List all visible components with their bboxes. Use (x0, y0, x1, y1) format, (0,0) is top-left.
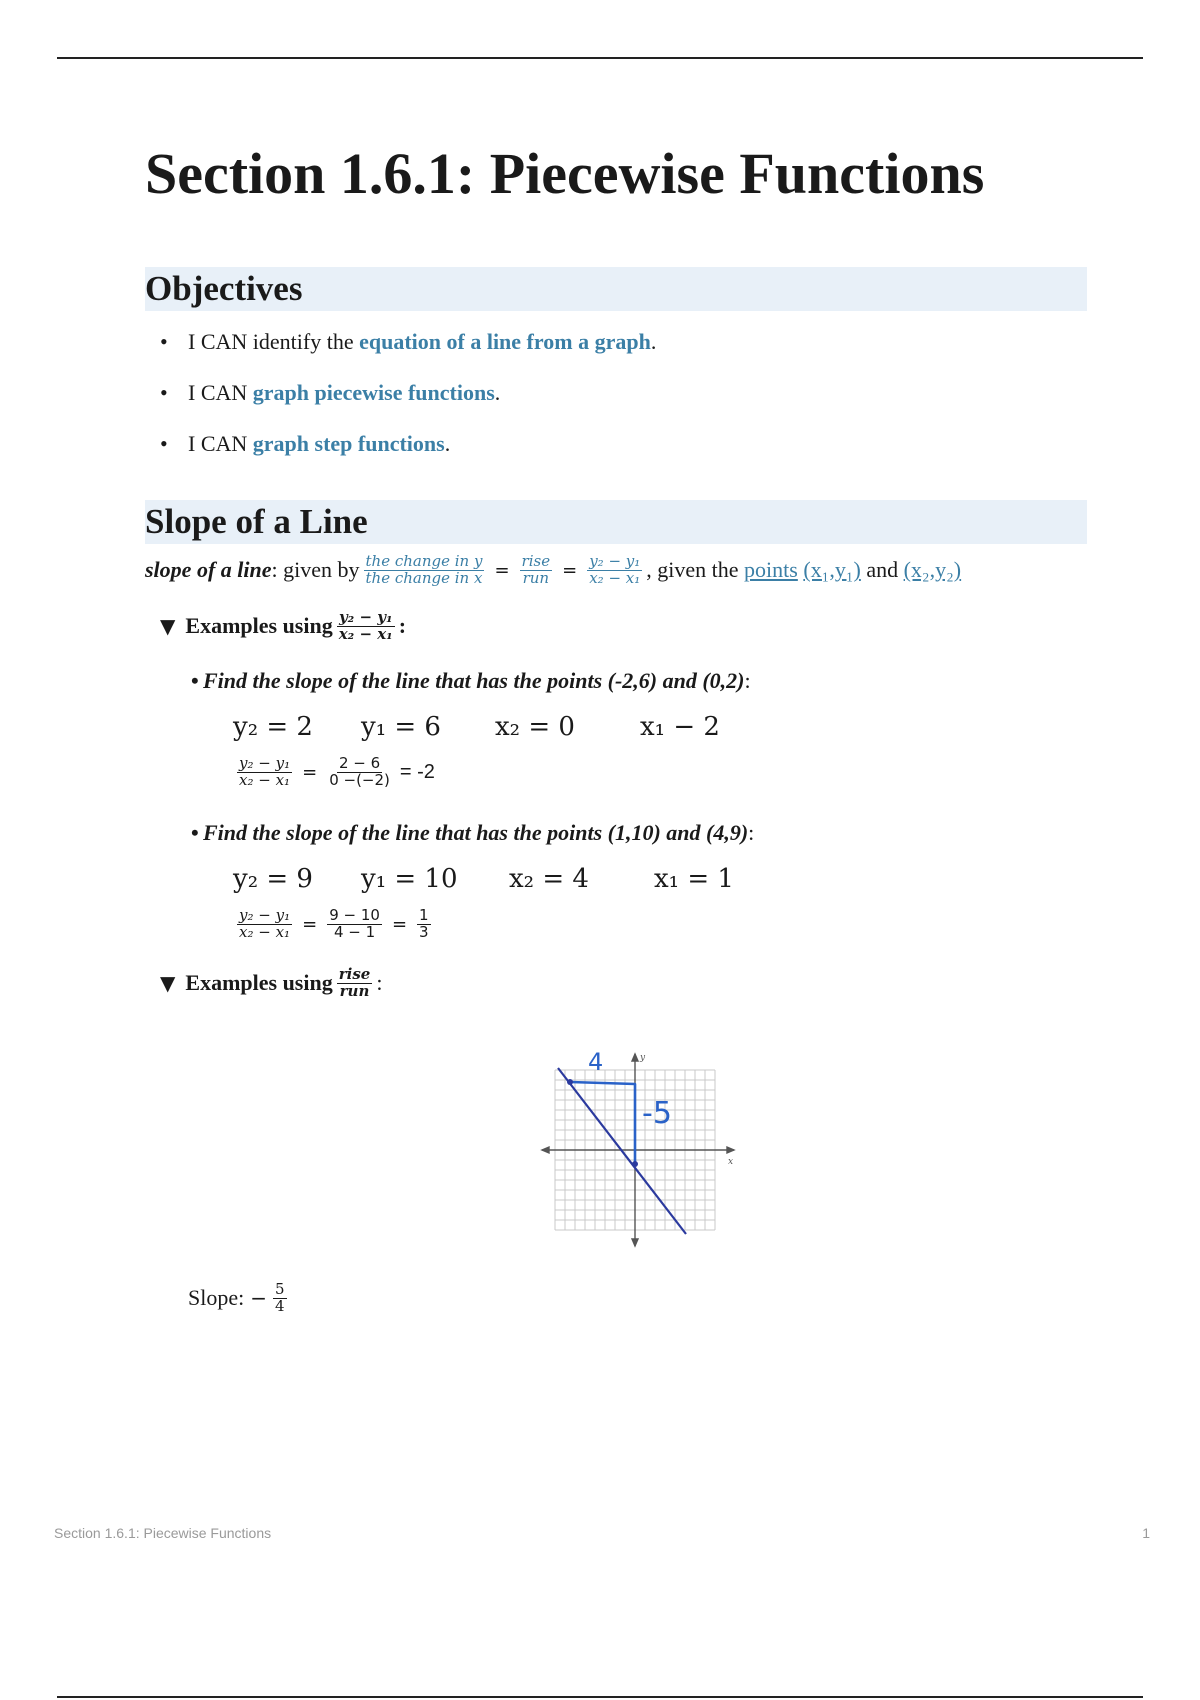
page-number: 1 (1142, 1525, 1150, 1541)
point1-link[interactable]: (x₁,y₁) (803, 557, 861, 583)
definition-term: slope of a line (145, 557, 272, 583)
point-marker (567, 1079, 573, 1085)
objective-link-step[interactable]: graph step functions (252, 431, 445, 456)
page-title: Section 1.6.1: Piecewise Functions (145, 141, 985, 206)
example-question-2: • Find the slope of the line that has the points (1,10) and (4,9): (203, 820, 754, 846)
example-2-variables: y₂ = 9 y₁ = 10 x₂ = 4 x₁ = 1 (233, 864, 734, 894)
footer-title: Section 1.6.1: Piecewise Functions (54, 1525, 272, 1541)
objective-link-piecewise[interactable]: graph piecewise functions (252, 380, 495, 405)
example-2-calculation: $\frac{\text{y₂ − y₁}}{\text{x₂ − x₁}}$ = $\frac{9 - 10}{4 - 1}$ = $\frac{1}{3}$ (239, 906, 429, 941)
bottom-rule (57, 1696, 1143, 1698)
point2-link[interactable]: (x₂,y₂) (903, 557, 962, 583)
coordinate-fraction: $\frac{\text{y₂ − y₁}}{\text{x₂ − x₁}}$ (589, 552, 641, 587)
x-axis-arrow-left-icon (542, 1147, 549, 1153)
point-marker (632, 1161, 638, 1167)
slope-result: Slope: − $\frac{5}{4}$ (188, 1280, 285, 1315)
objective-link-equation[interactable]: equation of a line from a graph (359, 329, 651, 354)
slope-heading: Slope of a Line (145, 500, 1087, 544)
run-label: 4 (588, 1048, 604, 1076)
coordinate-grid-graph (538, 1040, 738, 1250)
rise-label: -5 (642, 1096, 672, 1131)
objective-item: • I CAN graph piecewise functions. (160, 373, 656, 424)
slope-graph-image (538, 1040, 738, 1255)
y-axis-label: y (640, 1053, 646, 1063)
summary-fraction: $\frac{\text{rise}}{\text{run}}$ (338, 965, 371, 1000)
y-axis-arrow-down-icon (632, 1239, 638, 1246)
top-rule (57, 57, 1143, 59)
objectives-heading: Objectives (145, 267, 1087, 311)
y-axis-arrow-icon (632, 1054, 638, 1061)
graphed-line (558, 1068, 686, 1234)
slope-definition: slope of a line : given by $\frac{\text{the change in y}}{\text{the change in x}}$ = $\frac{\text{rise}}{\text{run}}$ = $\frac{\text{y₂ − y₁}}{\text{x₂ − x₁}}$ , given the points (x₁,y₁) and (x₂,y₂) (145, 552, 962, 587)
disclosure-triangle-icon: ▼ (160, 614, 176, 639)
examples-coordinates-toggle[interactable]: ▼ Examples using $\frac{\text{y₂ − y₁}}{\text{x₂ − x₁}}$ : (160, 608, 407, 643)
summary-fraction: $\frac{\text{y₂ − y₁}}{\text{x₂ − x₁}}$ (338, 608, 393, 643)
objective-item: • I CAN graph step functions. (160, 424, 656, 475)
rise-run-fraction: $\frac{\text{rise}}{\text{run}}$ (521, 552, 551, 587)
points-link[interactable]: points (744, 557, 798, 583)
objectives-list (160, 322, 656, 475)
example-question-1: • Find the slope of the line that has the points (-2,6) and (0,2): (203, 668, 751, 694)
examples-rise-run-toggle[interactable]: ▼ Examples using $\frac{\text{rise}}{\text{run}}$ : (160, 965, 383, 1000)
x-axis-arrow-icon (727, 1147, 734, 1153)
example-1-calculation: $\frac{\text{y₂ − y₁}}{\text{x₂ − x₁}}$ = $\frac{2 - 6}{0 -(-2)}$ = -2 (239, 754, 435, 789)
objective-item: • I CAN identify the equation of a line from a graph. (160, 322, 656, 373)
example-1-variables: y₂ = 2 y₁ = 6 x₂ = 0 x₁ − 2 (233, 712, 720, 742)
disclosure-triangle-icon: ▼ (160, 971, 176, 996)
change-fraction: $\frac{\text{the change in y}}{\text{the change in x}}$ (365, 552, 483, 587)
x-axis-label: x (728, 1157, 734, 1167)
